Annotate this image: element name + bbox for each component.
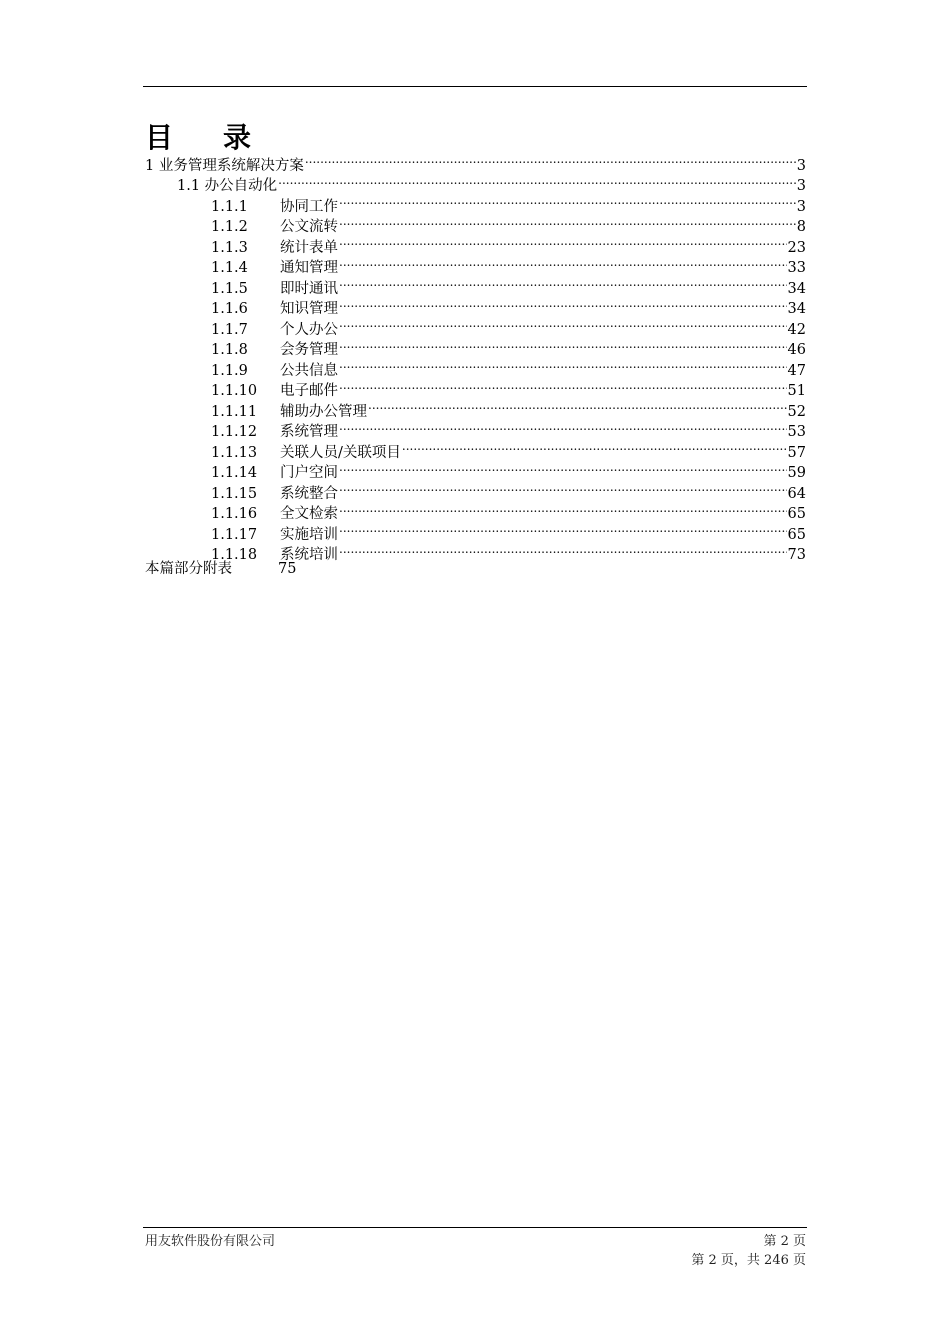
toc-entry-number: 1.1.5 xyxy=(211,280,248,297)
toc-title-char-2: 录 xyxy=(223,121,252,154)
toc-entry-number: 1.1.1 xyxy=(211,198,248,215)
toc-entry-label: 系统管理 xyxy=(280,424,338,440)
toc-entry-label: 系统整合 xyxy=(280,485,338,502)
footer-page-total: 第 2 页，共 246 页 xyxy=(691,1253,806,1268)
toc-entry-number: 1.1.8 xyxy=(211,342,248,358)
dot-leader xyxy=(339,457,787,478)
table-of-contents xyxy=(145,149,806,580)
toc-entry-number: 1.1.10 xyxy=(211,383,258,399)
toc-entry-page: 3 xyxy=(796,198,806,215)
dot-leader xyxy=(339,498,787,519)
toc-entry-page: 73 xyxy=(787,547,806,563)
toc-entry-page: 75 xyxy=(278,561,297,577)
toc-entry-appendix[interactable] xyxy=(145,559,806,580)
toc-entry-page: 64 xyxy=(787,485,806,502)
toc-entry-page: 51 xyxy=(787,383,806,399)
toc-entry-label: 公共信息 xyxy=(280,362,338,379)
toc-entry-label: 系统培训 xyxy=(280,547,338,563)
dot-leader xyxy=(339,190,796,211)
toc-entry-level-1[interactable] xyxy=(145,149,806,174)
footer-page-number: 第 2 页 xyxy=(763,1234,806,1249)
dot-leader xyxy=(339,354,787,375)
footer-rule xyxy=(143,1227,807,1228)
toc-entry-label: 协同工作 xyxy=(280,198,338,215)
toc-entry-label: 会务管理 xyxy=(280,342,338,358)
toc-entry-number: 1.1.18 xyxy=(211,547,258,563)
footer-company: 用友软件股份有限公司 xyxy=(145,1234,276,1249)
dot-leader xyxy=(339,477,787,498)
toc-entry-label: 个人办公 xyxy=(280,321,338,338)
toc-entry-number: 1.1.13 xyxy=(211,444,258,461)
toc-entry-page: 33 xyxy=(787,260,806,276)
toc-entry-page: 46 xyxy=(787,342,806,358)
toc-entry-page: 65 xyxy=(787,506,806,522)
toc-entry-number: 1.1.11 xyxy=(211,403,258,420)
toc-entry-page: 3 xyxy=(796,157,806,174)
toc-entry-number: 1.1.7 xyxy=(211,321,248,338)
toc-entry-label: 实施培训 xyxy=(280,526,338,543)
toc-entry-label: 电子邮件 xyxy=(280,383,338,399)
dot-leader xyxy=(402,436,787,457)
toc-entry-page: 34 xyxy=(787,301,806,317)
dot-leader xyxy=(339,272,787,293)
toc-entry-label: 通知管理 xyxy=(280,260,338,276)
toc-entry-page: 57 xyxy=(787,444,806,461)
dot-leader xyxy=(339,334,787,355)
toc-entry-page: 42 xyxy=(787,321,806,338)
dot-leader xyxy=(339,518,787,539)
toc-entry-label: 关联人员/关联项目 xyxy=(280,444,401,461)
dot-leader xyxy=(339,416,787,437)
toc-entry-page: 65 xyxy=(787,526,806,543)
dot-leader xyxy=(339,293,787,314)
dot-leader xyxy=(305,149,796,170)
toc-entry-page: 59 xyxy=(787,465,806,481)
toc-entry-number: 1.1.9 xyxy=(211,362,248,379)
toc-entry-page: 23 xyxy=(787,239,806,256)
toc-entry-number: 1.1.3 xyxy=(211,239,248,256)
toc-entry-page: 34 xyxy=(787,280,806,297)
toc-entry-number: 1.1.4 xyxy=(211,260,248,276)
toc-entry-label: 门户空间 xyxy=(280,465,338,481)
dot-leader xyxy=(278,170,796,191)
toc-entry-number: 1.1.2 xyxy=(211,219,248,235)
dot-leader xyxy=(339,252,787,273)
toc-entry-page: 3 xyxy=(796,178,806,194)
toc-entry-number: 1.1.16 xyxy=(211,506,258,522)
header-rule xyxy=(143,86,807,87)
toc-entry-number: 1.1.15 xyxy=(211,485,258,502)
toc-entry-label: 全文检索 xyxy=(280,506,338,522)
toc-entry-page: 53 xyxy=(787,424,806,440)
toc-title-char-1: 目 xyxy=(145,121,174,154)
toc-entry-label: 即时通讯 xyxy=(280,280,338,297)
toc-entry-page: 8 xyxy=(796,219,806,235)
toc-entry-label: 本篇部分附表 xyxy=(145,561,232,577)
dot-leader xyxy=(368,395,787,416)
toc-entry-number: 1.1.17 xyxy=(211,526,258,543)
dot-leader xyxy=(339,211,796,232)
toc-entry-number: 1.1.6 xyxy=(211,301,248,317)
toc-entry-label: 统计表单 xyxy=(280,239,338,256)
toc-entry-label: 公文流转 xyxy=(280,219,338,235)
dot-leader xyxy=(339,539,787,560)
toc-entry-page: 52 xyxy=(787,403,806,420)
toc-entry-number: 1.1.14 xyxy=(211,465,258,481)
toc-entry-page: 47 xyxy=(787,362,806,379)
toc-entry-label: 1 业务管理系统解决方案 xyxy=(145,157,304,174)
dot-leader xyxy=(339,231,787,252)
toc-entry-label: 1.1 办公自动化 xyxy=(177,178,278,194)
toc-entry-label: 知识管理 xyxy=(280,301,338,317)
dot-leader xyxy=(339,375,787,396)
toc-entry-number: 1.1.12 xyxy=(211,424,258,440)
dot-leader xyxy=(339,313,787,334)
toc-entry-label: 辅助办公管理 xyxy=(280,403,367,420)
